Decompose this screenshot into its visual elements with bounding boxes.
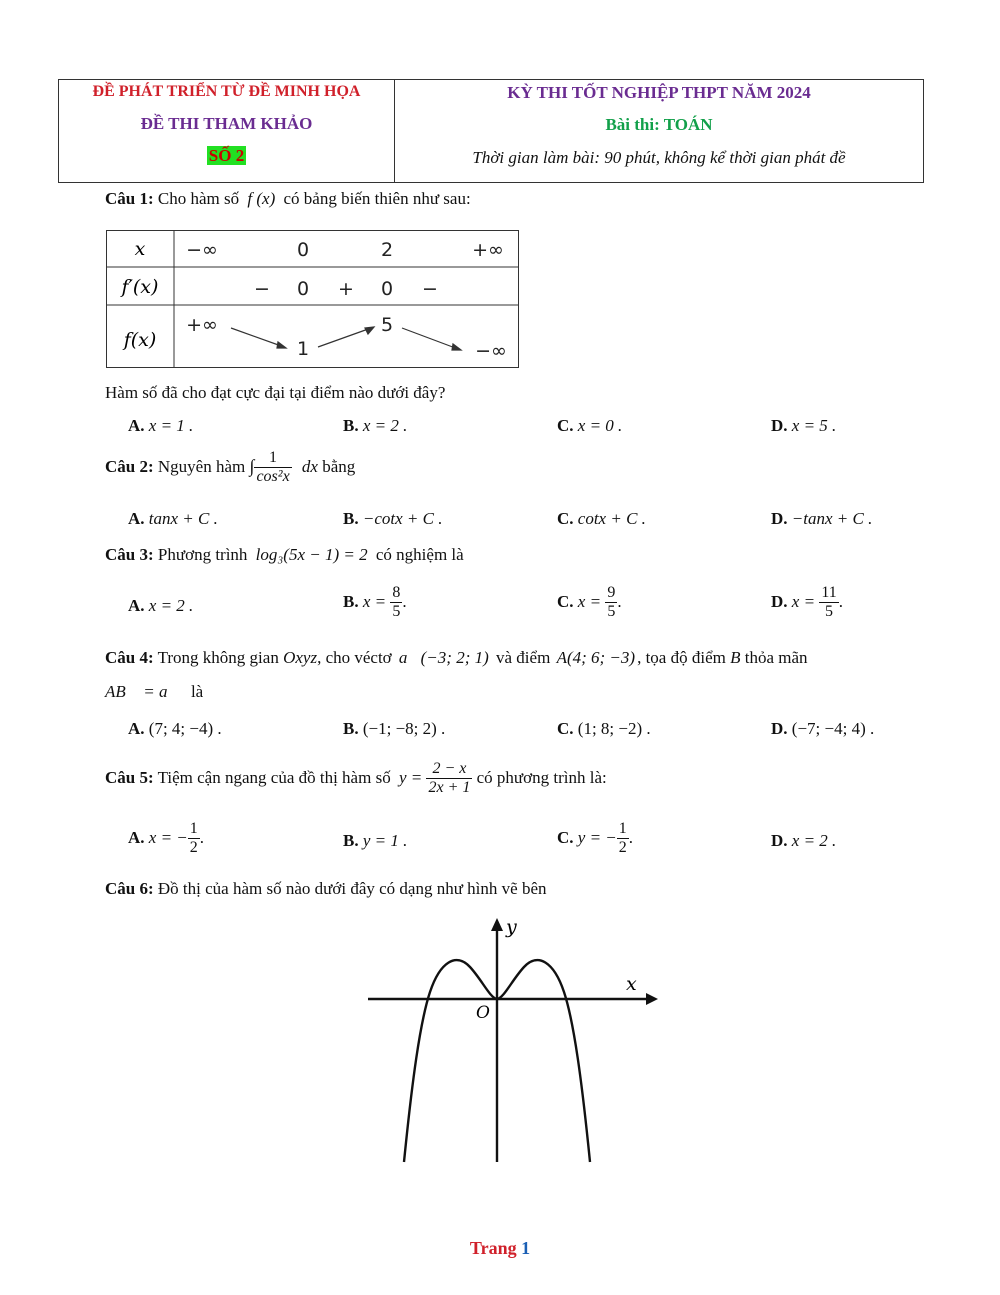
q2-label: Câu 2: xyxy=(105,456,154,476)
q4-label: Câu 4: xyxy=(105,648,154,667)
q1-option-d[interactable]: D. x = 5 . xyxy=(771,416,837,435)
table-label-fprime: f′(x) xyxy=(121,276,159,298)
header-left-line3 xyxy=(59,146,394,166)
q1-option-a[interactable]: A. x = 1 . xyxy=(128,416,194,435)
y-axis-label: y xyxy=(506,916,517,938)
q5-option-d[interactable]: D. x = 2 . xyxy=(771,831,837,850)
q4-option-a[interactable]: A. (7; 4; −4) . xyxy=(128,719,222,738)
q4-vector-a: a⃗(−3; 2; 1) xyxy=(398,648,489,667)
q3-option-c[interactable]: C. x = $\frac{9}{5}$ . xyxy=(557,584,622,621)
function-graph xyxy=(360,912,670,1167)
table-label-f: f(x) xyxy=(123,329,157,351)
q1-option-b[interactable]: B. x = 2 . xyxy=(343,416,408,435)
header-left-line1: ĐỀ PHÁT TRIỂN TỪ ĐỀ MINH HỌA xyxy=(92,83,361,100)
q5-y-eq: y = xyxy=(398,767,423,787)
increase-arrow xyxy=(318,328,371,347)
q3-text-b: có nghiệm là xyxy=(375,545,464,564)
q5-option-b[interactable]: B. y = 1 . xyxy=(343,831,408,850)
q3-equation: log₃(5x − 1) = 2 xyxy=(255,545,368,564)
q4-vector-equation: AB⃗ = a⃗ xyxy=(105,682,181,701)
page-footer xyxy=(0,1238,1000,1259)
fp-value-1: − xyxy=(254,278,270,300)
table-label-x: x xyxy=(134,238,146,260)
q1-question: Hàm số đã cho đạt cực đại tại điểm nào dưới đây? xyxy=(105,383,446,402)
integral-sign: ∫ xyxy=(249,455,255,476)
q4-stem xyxy=(105,648,808,668)
q1-text-b: có bảng biến thiên như sau: xyxy=(283,189,471,208)
exam-header xyxy=(58,79,924,183)
q4-option-b[interactable]: B. (−1; −8; 2) . xyxy=(343,719,446,738)
q4-text-c: và điểm xyxy=(496,648,551,667)
q4-text-a: Trong không gian xyxy=(157,648,279,667)
f-value-4: −∞ xyxy=(475,340,507,362)
q5-fraction: $\frac{2 - x}{2x + 1}$ xyxy=(428,760,471,797)
q1-fx: f (x) xyxy=(247,189,276,208)
f-value-1: +∞ xyxy=(186,314,218,336)
q4-option-c[interactable]: C. (1; 8; −2) . xyxy=(557,719,651,738)
f-value-2: 1 xyxy=(296,338,310,360)
variation-table xyxy=(106,230,520,369)
fp-value-5: − xyxy=(422,278,438,300)
q2-text-a: Nguyên hàm xyxy=(157,456,246,476)
footer-page-number: 1 xyxy=(521,1238,531,1258)
f-value-3: 5 xyxy=(380,314,394,336)
q6-text: Đồ thị của hàm số nào dưới đây có dạng như hình vẽ bên xyxy=(157,879,547,898)
q3-option-a[interactable]: A. x = 2 . xyxy=(128,596,194,615)
q2-option-b[interactable]: B. −cotx + C . xyxy=(343,509,443,528)
footer-page-word: Trang xyxy=(469,1238,517,1258)
q5-option-c[interactable]: C. y = − $\frac{1}{2}$ . xyxy=(557,820,634,857)
q2-option-a[interactable]: A. tanx + C . xyxy=(128,509,218,528)
x-value-4: +∞ xyxy=(472,239,504,261)
q3-option-d[interactable]: D. x = $\frac{11}{5}$ . xyxy=(771,584,843,621)
q4-line2-text: là xyxy=(190,682,204,701)
x-value-1: −∞ xyxy=(186,239,218,261)
q2-option-d[interactable]: D. −tanx + C . xyxy=(771,509,873,528)
x-value-3: 2 xyxy=(380,239,394,261)
fp-value-2: 0 xyxy=(296,278,310,300)
q4-point-a: A(4; 6; −3) xyxy=(556,648,636,667)
q4-text-e: thỏa mãn xyxy=(744,648,808,667)
header-right-line2: Bài thi: TOÁN xyxy=(605,115,713,134)
x-axis-label: x xyxy=(626,973,637,995)
q6-label: Câu 6: xyxy=(105,879,154,898)
q5-option-a[interactable]: A. x = − $\frac{1}{2}$ . xyxy=(128,820,205,857)
q4-text-d: , tọa độ điểm xyxy=(637,648,726,667)
q4-point-b: B xyxy=(730,648,741,667)
q4-text-b: , cho véctơ xyxy=(317,648,392,667)
q4-option-d[interactable]: D. (−7; −4; 4) . xyxy=(771,719,875,738)
q5-text-b: có phương trình là: xyxy=(476,767,607,787)
q2-text-b: bằng xyxy=(322,456,356,476)
q5-text-a: Tiệm cận ngang của đồ thị hàm số xyxy=(157,767,391,787)
q2-fraction: $\frac{1}{\text{cos²x}}$ xyxy=(256,449,290,486)
q4-stem-line2 xyxy=(105,682,203,702)
q5-label: Câu 5: xyxy=(105,767,154,787)
q2-stem xyxy=(105,449,355,487)
x-value-2: 0 xyxy=(296,239,310,261)
header-right-line3: Thời gian làm bài: 90 phút, không kể thời gian phát đề xyxy=(472,148,846,167)
fp-value-3: + xyxy=(338,278,354,300)
y-axis-arrow-icon xyxy=(491,918,503,931)
q2-option-c[interactable]: C. cotx + C . xyxy=(557,509,646,528)
exam-number-badge: SỐ 2 xyxy=(208,146,245,165)
decrease-arrow-2 xyxy=(402,328,458,349)
q6-stem xyxy=(105,879,547,899)
x-axis-arrow-icon xyxy=(646,993,658,1005)
q3-text-a: Phương trình xyxy=(157,545,248,564)
q1-stem xyxy=(105,189,471,209)
origin-label: O xyxy=(476,1003,490,1023)
q3-stem xyxy=(105,545,464,565)
fp-value-4: 0 xyxy=(380,278,394,300)
q4-oxyz: Oxyz xyxy=(283,648,318,667)
decrease-arrow-1 xyxy=(231,328,284,347)
header-right-line1: KỲ THI TỐT NGHIỆP THPT NĂM 2024 xyxy=(507,83,811,102)
q3-label: Câu 3: xyxy=(105,545,154,564)
q1-text-a: Cho hàm số xyxy=(157,189,240,208)
q1-label: Câu 1: xyxy=(105,189,154,208)
q5-stem xyxy=(105,760,607,798)
header-left-line2: ĐỀ THI THAM KHẢO xyxy=(140,114,313,133)
q3-option-b[interactable]: B. x = $\frac{8}{5}$ . xyxy=(343,584,407,621)
q2-dx: dx xyxy=(301,456,318,476)
q1-option-c[interactable]: C. x = 0 . xyxy=(557,416,623,435)
